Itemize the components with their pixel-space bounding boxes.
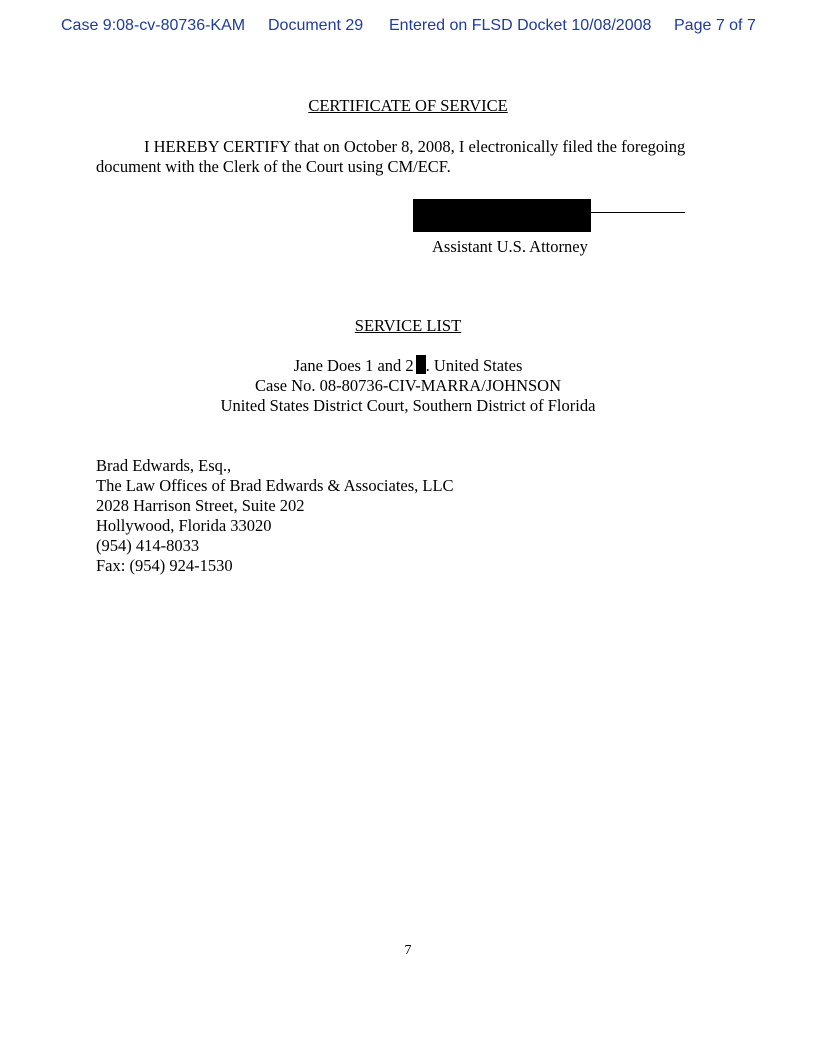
caption-plaintiffs: Jane Does 1 and 2 (293, 356, 414, 375)
certificate-body-line-2: document with the Clerk of the Court using CM/ECF. (96, 157, 451, 176)
certificate-of-service-title: CERTIFICATE OF SERVICE (308, 96, 508, 115)
caption-court: United States District Court, Southern District of Florida (220, 396, 596, 415)
docket-case-number: Case 9:08-cv-80736-KAM (61, 17, 246, 34)
certificate-body-line-1: I HEREBY CERTIFY that on October 8, 2008, I electronically filed the foregoing (144, 137, 686, 156)
recipient-address-block (96, 456, 454, 576)
service-list-title: SERVICE LIST (354, 316, 462, 335)
docket-entered-date: Entered on FLSD Docket 10/08/2008 (389, 17, 652, 34)
caption-parties-line (0, 355, 816, 376)
docket-header (0, 17, 816, 39)
signature-redaction-box (413, 199, 591, 232)
docket-page-indicator: Page 7 of 7 (674, 17, 756, 34)
recipient-phone: (954) 414-8033 (96, 536, 200, 555)
signature-line (591, 212, 685, 213)
recipient-street: 2028 Harrison Street, Suite 202 (96, 496, 305, 515)
caption-case-number: Case No. 08-80736-CIV-MARRA/JOHNSON (254, 376, 562, 395)
recipient-city: Hollywood, Florida 33020 (96, 516, 272, 535)
signer-title: Assistant U.S. Attorney (432, 237, 588, 256)
recipient-fax: Fax: (954) 924-1530 (96, 556, 233, 575)
caption-defendant: . United States (425, 356, 523, 375)
caption-redaction-box (416, 355, 426, 374)
recipient-name: Brad Edwards, Esq., (96, 456, 232, 475)
docket-document-number: Document 29 (268, 17, 364, 34)
recipient-firm: The Law Offices of Brad Edwards & Associates, LLC (96, 476, 454, 495)
certificate-body (96, 137, 721, 177)
page-number: 7 (404, 943, 412, 958)
case-caption (0, 355, 816, 416)
